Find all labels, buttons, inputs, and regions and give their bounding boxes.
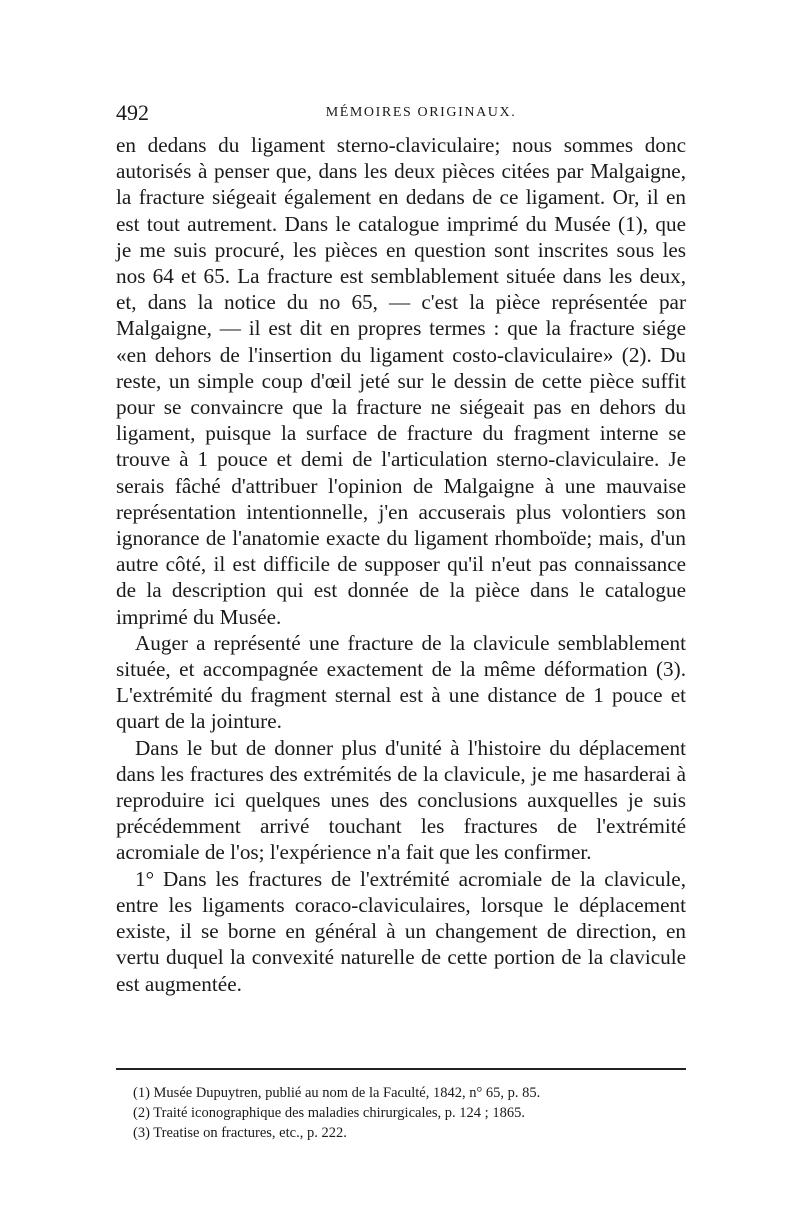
running-title: MÉMOIRES ORIGINAUX.: [325, 105, 517, 120]
page-number: 492: [116, 100, 149, 125]
footnote-1: (1) Musée Dupuytren, publié au nom de la Faculté, 1842, n° 65, p. 85.: [133, 1085, 541, 1101]
paragraph-4: 1° Dans les fractures de l'extrémité acromiale de la clavicule, entre les ligaments coraco-claviculaires, lorsque le déplacement existe, il se borne en général à un changement de direction, en vertu duquel la convexité naturelle de cette portion de la clavicule est augmentée.: [116, 866, 686, 996]
footnote-rule: [116, 1068, 686, 1070]
paragraph-1: en dedans du ligament sterno-claviculaire; nous sommes donc autorisés à penser que, dans les deux pièces citées par Malgaigne, la fracture siégeait également en dedans de ce ligament. Or, il en est tout autrement. Dans le catalogue imprimé du Musée (1), que je me suis procuré, les pièces en question sont inscrites sous les nos 64 et 65. La fracture est semblablement située dans les deux, et, dans la notice du no 65, — c'est la pièce représentée par Malgaigne, — il est dit en propres termes : que la fracture siége «en dehors de l'insertion du ligament costo-claviculaire» (2). Du reste, un simple coup d'œil jeté sur le dessin de cette pièce suffit pour se convaincre que la fracture ne siégeait pas en dehors du ligament, puisque la surface de fracture du fragment interne se trouve à 1 pouce et demi de l'articulation sterno-claviculaire. Je serais fâché d'attribuer l'opinion de Malgaigne à une mauvaise représentation intentionnelle, j'en accuserais plus volontiers son ignorance de l'anatomie exacte du ligament rhomboïde; mais, d'un autre côté, il est difficile de supposer qu'il n'eut pas connaissance de la description qui est donnée de la pièce dans le catalogue imprimé du Musée.: [116, 133, 686, 629]
footnote-3: (3) Treatise on fractures, etc., p. 222.: [133, 1125, 347, 1141]
running-head: [116, 100, 686, 130]
paragraph-3: Dans le but de donner plus d'unité à l'histoire du déplacement dans les fractures des extrémités de la clavicule, je me hasarderai à reproduire ici quelques unes des conclusions auxquelles je suis précédemment arrivé touchant les fractures de l'extrémité acromiale de l'os; l'expérience n'a fait que les confirmer.: [116, 735, 686, 865]
footnote-2: (2) Traité iconographique des maladies chirurgicales, p. 124 ; 1865.: [133, 1105, 525, 1121]
paragraph-2: Auger a représenté une fracture de la clavicule semblablement située, et accompagnée exactement de la même déformation (3). L'extrémité du fragment sternal est à une distance de 1 pouce et quart de la jointure.: [116, 630, 686, 734]
footnotes: [133, 1083, 683, 1143]
body-text: [116, 132, 686, 997]
